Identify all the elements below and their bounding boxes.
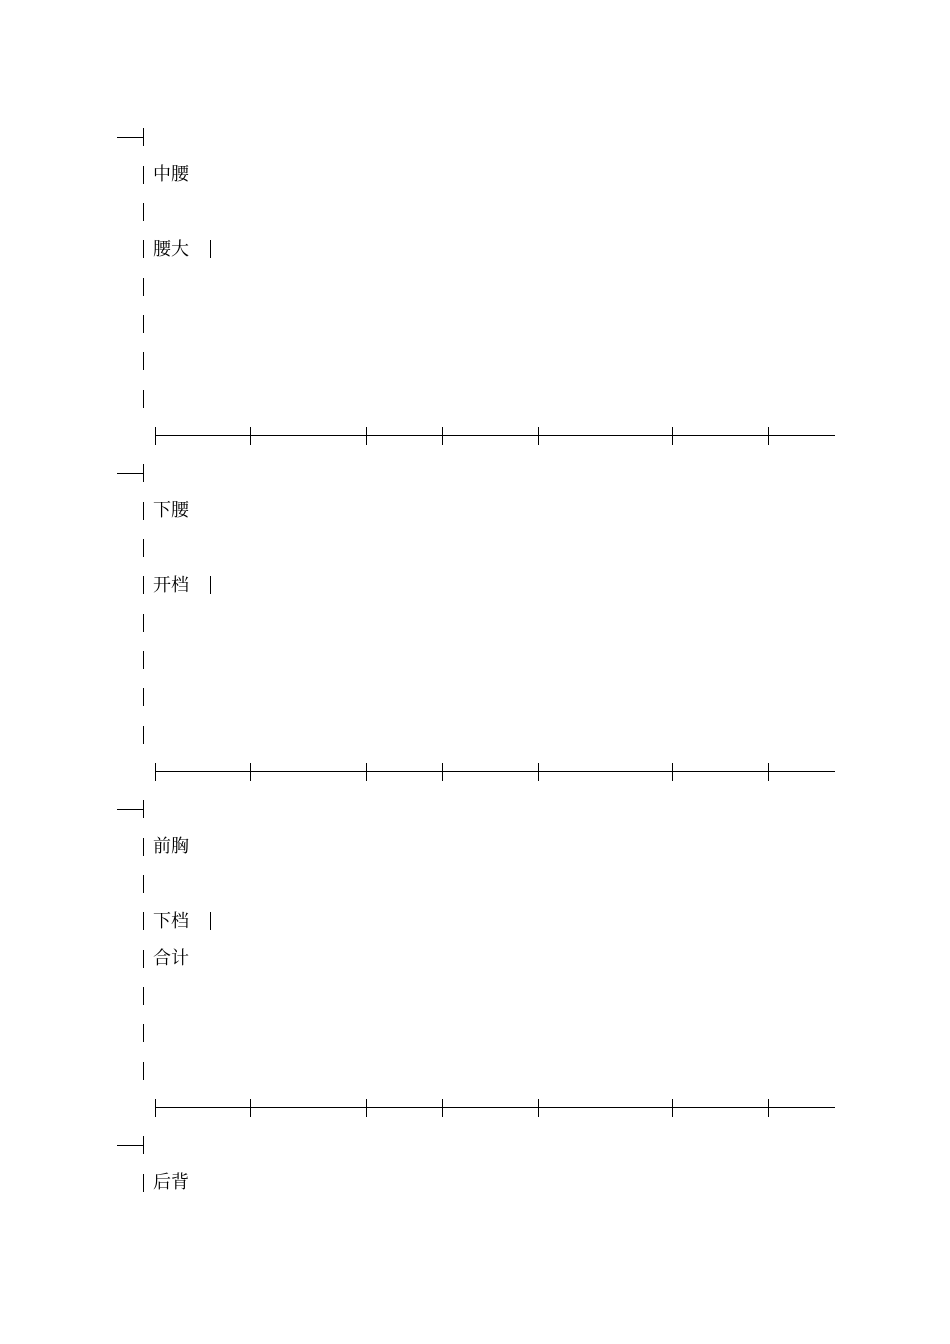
ruler-tick — [155, 763, 156, 781]
ruler-tick — [538, 427, 539, 445]
ruler-tick — [250, 427, 251, 445]
ruler-tick — [442, 763, 443, 781]
ruler-tick — [442, 1099, 443, 1117]
left-border — [143, 240, 144, 258]
ruler-tick — [672, 763, 673, 781]
row-label: 下腰 — [153, 500, 189, 521]
row-label: 中腰 — [153, 164, 189, 185]
corner-line — [117, 809, 143, 810]
corner-line — [117, 473, 143, 474]
row-label: 前胸 — [153, 836, 189, 857]
ruler-tick — [768, 1099, 769, 1117]
left-border — [143, 651, 144, 669]
ruler-baseline — [155, 1107, 835, 1108]
ruler-tick — [672, 1099, 673, 1117]
left-border — [143, 203, 144, 221]
ruler-tick — [768, 763, 769, 781]
ruler-tick — [250, 1099, 251, 1117]
left-border — [143, 352, 144, 370]
corner-bar — [143, 128, 144, 146]
cell-border — [210, 912, 211, 930]
left-border — [143, 390, 144, 408]
left-border — [143, 688, 144, 706]
ruler-baseline — [155, 435, 835, 436]
corner-line — [117, 1145, 143, 1146]
ruler-tick — [366, 427, 367, 445]
ruler-tick — [672, 427, 673, 445]
ruler-tick — [366, 763, 367, 781]
corner-bar — [143, 800, 144, 818]
left-border — [143, 278, 144, 296]
left-border — [143, 950, 144, 968]
left-border — [143, 315, 144, 333]
corner-bar — [143, 464, 144, 482]
ruler-tick — [155, 1099, 156, 1117]
left-border — [143, 502, 144, 520]
left-border — [143, 166, 144, 184]
left-border — [143, 726, 144, 744]
ruler-tick — [538, 1099, 539, 1117]
ruler-tick — [155, 427, 156, 445]
left-border — [143, 912, 144, 930]
ruler-baseline — [155, 771, 835, 772]
left-border — [143, 576, 144, 594]
left-border — [143, 1174, 144, 1192]
cell-border — [210, 240, 211, 258]
left-border — [143, 875, 144, 893]
ruler-tick — [538, 763, 539, 781]
cell-border — [210, 576, 211, 594]
corner-bar — [143, 1136, 144, 1154]
ruler-tick — [366, 1099, 367, 1117]
ruler-tick — [768, 427, 769, 445]
left-border — [143, 1062, 144, 1080]
ruler-tick — [250, 763, 251, 781]
left-border — [143, 987, 144, 1005]
left-border — [143, 614, 144, 632]
ruler-tick — [442, 427, 443, 445]
row-label: 腰大 — [153, 239, 189, 260]
row-label: 后背 — [153, 1172, 189, 1193]
row-label: 下档 — [153, 911, 189, 932]
left-border — [143, 539, 144, 557]
left-border — [143, 1024, 144, 1042]
row-label: 合计 — [153, 948, 189, 969]
left-border — [143, 838, 144, 856]
corner-line — [117, 137, 143, 138]
row-label: 开档 — [153, 575, 189, 596]
